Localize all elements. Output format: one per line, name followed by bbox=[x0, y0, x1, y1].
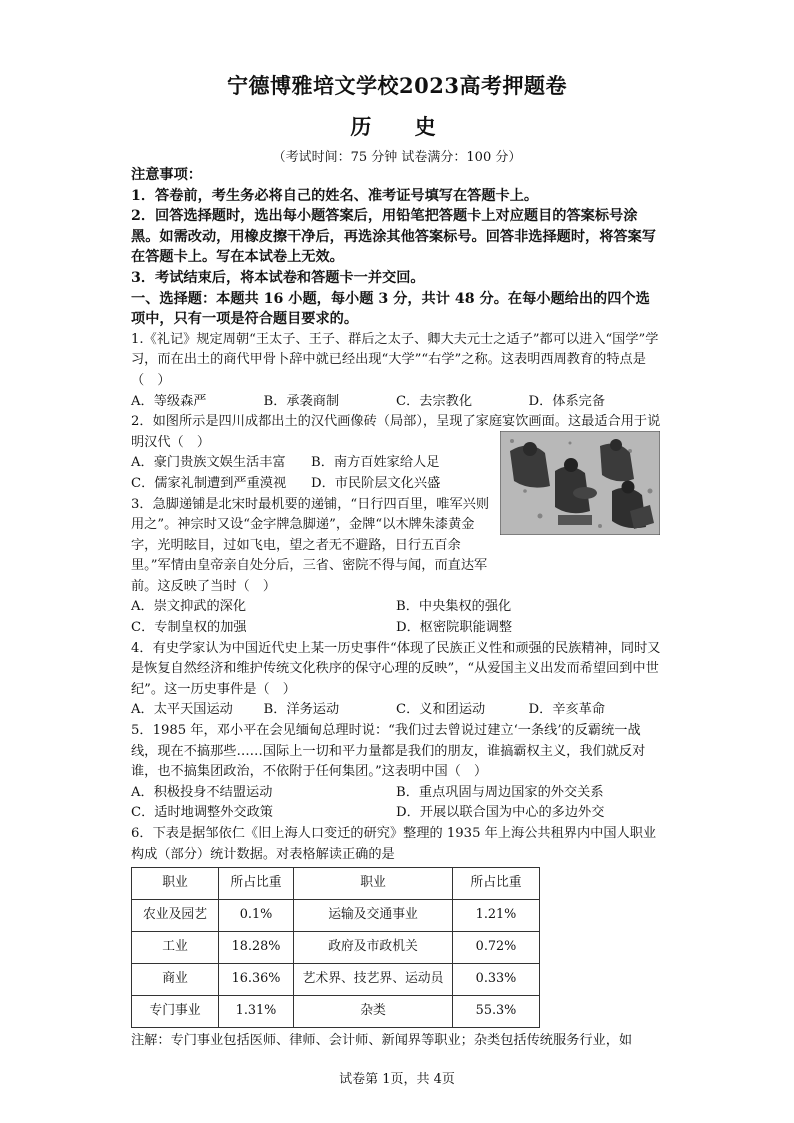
question-4-options bbox=[131, 700, 661, 721]
exam-info: （考试时间：75 分钟 试卷满分：100 分） bbox=[272, 150, 522, 165]
question-2-left bbox=[131, 453, 491, 494]
notice-item: 1．答卷前，考生务必将自己的姓名、准考证号填写在答题卡上。 bbox=[131, 187, 539, 204]
exam-title: 宁德博雅培文学校2023高考押题卷 bbox=[227, 73, 567, 98]
option-b: B．洋务运动 bbox=[263, 702, 340, 718]
option-b: B．中央集权的强化 bbox=[396, 599, 512, 615]
table-cell: 商业 bbox=[132, 964, 219, 996]
option-c: C．专制皇权的加强 bbox=[131, 620, 247, 636]
option-d: D．开展以联合国为中心的多边外交 bbox=[396, 805, 605, 821]
table-row bbox=[132, 996, 540, 1028]
option-b: B．南方百姓家给人足 bbox=[311, 455, 440, 471]
table-row bbox=[132, 964, 540, 996]
notice-item: 2．回答选择题时，选出每小题答案后，用铅笔把答题卡上对应题目的答案标号涂黑。如需改动，用橡皮擦干净后，再选涂其他答案标号。回答非选择题时，将答案写在答题卡上。写在本试卷上无效。 bbox=[131, 208, 656, 266]
table-cell: 运输及交通事业 bbox=[294, 900, 453, 932]
option-a: A．豪门贵族文娱生活丰富 bbox=[131, 455, 286, 471]
question-2-options-row2 bbox=[131, 474, 491, 495]
table-row bbox=[132, 900, 540, 932]
option-c: C．适时地调整外交政策 bbox=[131, 805, 273, 821]
notice-item: 3．考试结束后，将本试卷和答题卡一并交回。 bbox=[131, 269, 425, 286]
option-a: A．崇文抑武的深化 bbox=[131, 599, 247, 615]
table-cell: 农业及园艺 bbox=[132, 900, 219, 932]
option-b: B．重点巩固与周边国家的外交关系 bbox=[396, 784, 604, 800]
question-2-3-block bbox=[131, 412, 661, 597]
question-6-stem: 6．下表是据邹依仁《旧上海人口变迁的研究》整理的 1935 年上海公共租界内中国人职业构成（部分）统计数据。对表格解读正确的是 bbox=[131, 826, 657, 862]
table-header-row bbox=[132, 868, 540, 900]
table-cell: 0.72% bbox=[453, 932, 540, 964]
brick-relief-illustration bbox=[500, 431, 660, 535]
question-5-options-row2 bbox=[131, 803, 661, 824]
question-2-stem: 2．如图所示是四川成都出土的汉代画像砖（局部），呈现了家庭宴饮画面。这最适合用于说明汉代（ ） bbox=[131, 414, 661, 450]
option-d: D．枢密院职能调整 bbox=[396, 620, 513, 636]
table-row bbox=[132, 932, 540, 964]
table-header-cell: 职业 bbox=[132, 868, 219, 900]
option-a: A．积极投身不结盟运动 bbox=[131, 784, 273, 800]
page-footer: 试卷第 1页，共 4页 bbox=[339, 1072, 455, 1087]
table-cell: 0.1% bbox=[219, 900, 294, 932]
table-note: 注解：专门事业包括医师、律师、会计师、新闻界等职业；杂类包括传统服务行业，如 bbox=[131, 1033, 633, 1049]
table-cell: 18.28% bbox=[219, 932, 294, 964]
question-5-stem: 5．1985 年，邓小平在会见缅甸总理时说：“我们过去曾说过建立‘一条线’的反霸统一战线，现在不搞那些……国际上一切和平力量都是我们的朋友，谁搞霸权主义，我们就反对谁，也不搞集团政治，不依附于任何集团。”这表明中国（ ） bbox=[131, 723, 646, 780]
question-3-stem: 3．急脚递铺是北宋时最机要的递铺，“日行四百里，唯军兴则用之”。神宗时又设“金字牌急脚递”，金牌“以木牌朱漆黄金字，光明眩目，过如飞电，望之者无不避路，日行五百余里。”军情由皇帝亲自处分后，三省、密院不得与闻，而直达军前。这反映了当时（ ） bbox=[131, 496, 490, 594]
question-1-stem: 1.《礼记》规定周朝“王太子、王子、群后之太子、卿大夫元士之适子”都可以进入“国学”学习，而在出土的商代甲骨卜辞中就已经出现“大学”“右学”之称。这表明西周教育的特点是（ ） bbox=[131, 331, 659, 388]
table-cell: 16.36% bbox=[219, 964, 294, 996]
table-cell: 杂类 bbox=[294, 996, 453, 1028]
table-cell: 专门事业 bbox=[132, 996, 219, 1028]
notice-heading: 注意事项： bbox=[131, 167, 202, 183]
table-cell: 55.3% bbox=[453, 996, 540, 1028]
section-heading: 一、选择题：本题共 16 小题，每小题 3 分，共计 48 分。在每小题给出的四个选项中，只有一项是符合题目要求的。 bbox=[131, 290, 650, 328]
table-cell: 政府及市政机关 bbox=[294, 932, 453, 964]
question-2-options-row1 bbox=[131, 453, 491, 474]
table-cell: 1.21% bbox=[453, 900, 540, 932]
option-d: D．市民阶层文化兴盛 bbox=[311, 475, 441, 491]
option-a: A．等级森严 bbox=[131, 393, 207, 409]
option-c: C．义和团运动 bbox=[396, 702, 486, 718]
subject-title: 历 史 bbox=[350, 114, 454, 139]
option-c: C．儒家礼制遭到严重漠视 bbox=[131, 475, 287, 491]
option-d: D．辛亥革命 bbox=[528, 702, 606, 718]
question-5-options-row1 bbox=[131, 783, 661, 804]
question-4-stem: 4．有史学家认为中国近代史上某一历史事件“体现了民族正义性和顽强的民族精神，同时又是恢复自然经济和维护传统文化秩序的保守心理的反映”，“从爱国主义出发而希望回到中世纪”。这一历史事件是（ ） bbox=[131, 640, 661, 697]
table-cell: 艺术界、技艺界、运动员 bbox=[294, 964, 453, 996]
question-3-options-row1 bbox=[131, 597, 661, 618]
occupation-table bbox=[131, 867, 540, 1028]
table-cell: 1.31% bbox=[219, 996, 294, 1028]
option-a: A．太平天国运动 bbox=[131, 702, 233, 718]
brick-relief-image bbox=[500, 431, 660, 535]
exam-content bbox=[131, 165, 661, 1052]
question-1-options bbox=[131, 392, 661, 413]
question-2-body bbox=[131, 453, 661, 494]
table-header-cell: 职业 bbox=[294, 868, 453, 900]
option-b: B．承袭商制 bbox=[263, 393, 340, 409]
option-c: C．去宗教化 bbox=[396, 393, 473, 409]
table-cell: 0.33% bbox=[453, 964, 540, 996]
table-header-cell: 所占比重 bbox=[453, 868, 540, 900]
table-cell: 工业 bbox=[132, 932, 219, 964]
option-d: D．体系完备 bbox=[528, 393, 606, 409]
table-header-cell: 所占比重 bbox=[219, 868, 294, 900]
question-3-options-row2 bbox=[131, 618, 661, 639]
